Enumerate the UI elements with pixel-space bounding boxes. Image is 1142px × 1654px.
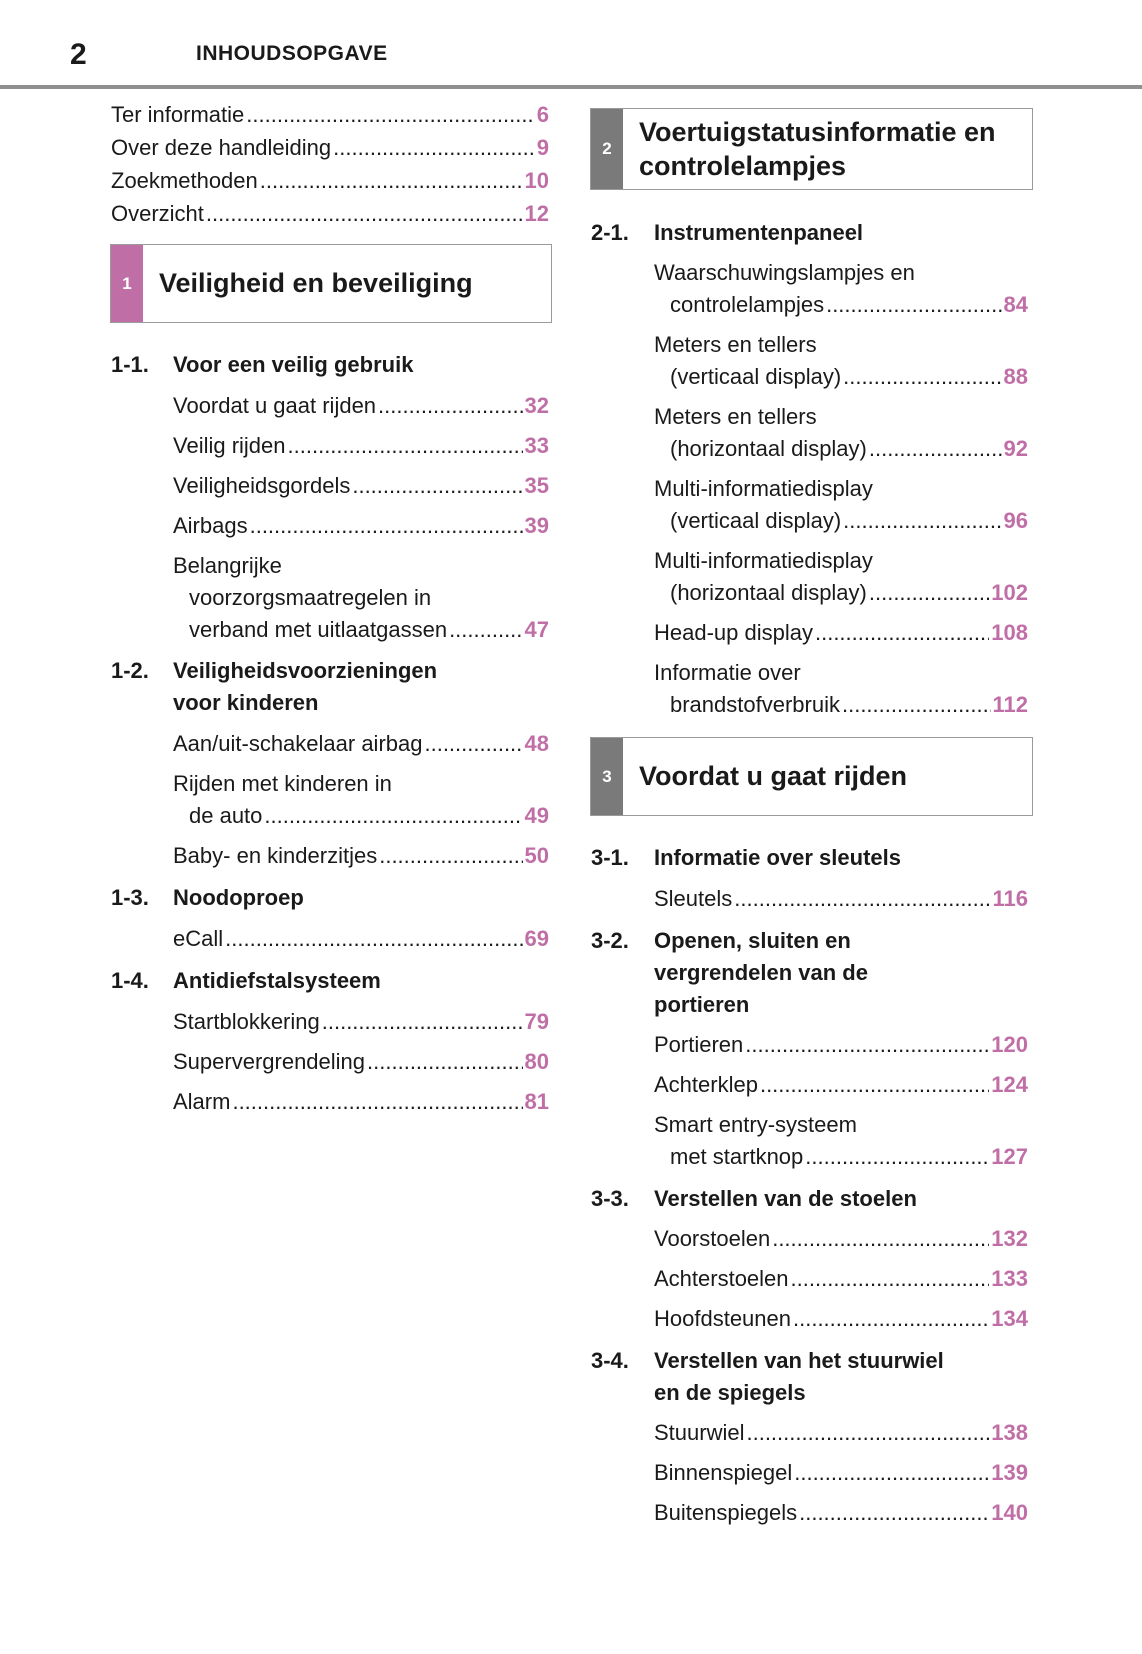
section-title: Instrumentenpaneel [654,220,864,245]
page-ref: 138 [991,1420,1028,1445]
page-ref: 79 [524,1009,549,1034]
page-ref: 112 [992,692,1028,717]
section-number: 1-1. [111,352,149,377]
page-ref: 132 [991,1226,1028,1251]
toc-entry-line[interactable]: Meters en tellers [654,332,817,357]
page-ref: 33 [524,433,549,458]
chapter-title: Voertuigstatusinformatie en controlelampjes [639,117,996,181]
page-ref: 139 [991,1460,1028,1485]
section-number: 1-2. [111,658,149,683]
chapter-title: Voordat u gaat rijden [639,761,908,791]
page-ref: 81 [524,1089,549,1114]
toc-entry[interactable]: Veilig rijden ..... 33 [173,431,549,461]
page-ref: 108 [991,620,1028,645]
toc-entry[interactable]: Startblokkering ..... 79 [173,1007,549,1037]
page-ref: 9 [536,135,549,160]
toc-entry[interactable]: Voordat u gaat rijden ..... 32 [173,391,549,421]
section-title: voor kinderen [173,690,319,715]
section-number: 3-4. [591,1348,629,1373]
toc-entry[interactable]: Portieren ..... 120 [654,1030,1028,1060]
page-ref: 120 [991,1032,1028,1057]
toc-entry-zoekmethoden[interactable]: Zoekmethoden ..... 10 [111,166,549,196]
section-title: Voor een veilig gebruik [173,352,414,377]
toc-entry[interactable]: Veiligheidsgordels ..... 35 [173,471,549,501]
section-number: 1-4. [111,968,149,993]
section-number: 1-3. [111,885,149,910]
page-number: 2 [70,38,87,71]
toc-entry[interactable]: Aan/uit-schakelaar airbag ..... 48 [173,729,549,759]
page-ref: 10 [524,168,549,193]
page-ref: 88 [1003,364,1028,389]
toc-entry[interactable]: Buitenspiegels ..... 140 [654,1498,1028,1528]
page-ref: 134 [991,1306,1028,1331]
toc-entry[interactable]: controlelampjes ..... 84 [670,290,1028,320]
page-ref: 48 [524,731,549,756]
section-number: 3-1. [591,845,629,870]
section-title: Veiligheidsvoorzieningen [173,658,438,683]
toc-entry[interactable]: Baby- en kinderzitjes ..... 50 [173,841,549,871]
page-ref: 124 [991,1072,1028,1097]
page-ref: 133 [991,1266,1028,1291]
toc-entry[interactable]: de auto ..... 49 [189,801,549,831]
toc-entry[interactable]: (verticaal display) ..... 96 [670,506,1028,536]
section-title: Verstellen van de stoelen [654,1186,917,1211]
section-number: 2-1. [591,220,629,245]
toc-entry[interactable]: Supervergrendeling ..... 80 [173,1047,549,1077]
page-ref: 35 [524,473,549,498]
toc-entry[interactable]: (horizontaal display) ..... 102 [670,578,1028,608]
toc-entry-ter-informatie[interactable]: Ter informatie ..... 6 [111,100,549,130]
toc-entry-line[interactable]: Waarschuwingslampjes en [654,260,915,285]
toc-entry[interactable]: Achterstoelen ..... 133 [654,1264,1028,1294]
chapter-title: Veiligheid en beveiliging [159,268,473,298]
toc-entry[interactable]: verband met uitlaatgassen ..... 47 [189,615,549,645]
section-number: 3-3. [591,1186,629,1211]
section-title: Noodoproep [173,885,304,910]
chapter-3-box[interactable] [590,737,1033,816]
toc-entry[interactable]: Voorstoelen ..... 132 [654,1224,1028,1254]
toc-entry-line[interactable]: Smart entry-systeem [654,1112,857,1137]
section-title: Antidiefstalsysteem [173,968,381,993]
page-ref: 116 [992,886,1028,911]
section-title: portieren [654,992,750,1017]
toc-entry[interactable]: met startknop ..... 127 [670,1142,1028,1172]
page-ref: 127 [991,1144,1028,1169]
toc-entry[interactable]: Airbags ..... 39 [173,511,549,541]
toc-entry[interactable]: Hoofdsteunen ..... 134 [654,1304,1028,1334]
section-title: Verstellen van het stuurwiel [654,1348,944,1373]
page-ref: 69 [524,926,549,951]
page-ref: 47 [524,617,549,642]
chapter-2-box[interactable] [590,108,1033,190]
toc-entry[interactable]: brandstofverbruik ..... 112 [670,690,1028,720]
toc-entry-overzicht[interactable]: Overzicht ..... 12 [111,199,549,229]
chapter-number-tab: 2 [591,109,623,189]
page-ref: 50 [524,843,549,868]
toc-entry[interactable]: (verticaal display) ..... 88 [670,362,1028,392]
page-ref: 32 [524,393,549,418]
toc-entry-line[interactable]: Belangrijke [173,553,282,578]
toc-entry[interactable]: Stuurwiel ..... 138 [654,1418,1028,1448]
chapter-number-tab: 1 [111,245,143,322]
page-ref: 80 [524,1049,549,1074]
chapter-number-tab: 3 [591,738,623,815]
chapter-1-box[interactable] [110,244,552,323]
section-title: Informatie over sleutels [654,845,901,870]
section-title: en de spiegels [654,1380,806,1405]
toc-entry[interactable]: Head-up display ..... 108 [654,618,1028,648]
section-number: 3-2. [591,928,629,953]
page-ref: 84 [1003,292,1028,317]
toc-entry[interactable]: (horizontaal display) ..... 92 [670,434,1028,464]
page-ref: 102 [991,580,1028,605]
toc-entry-line[interactable]: Multi-informatiedisplay [654,476,873,501]
page-ref: 39 [524,513,549,538]
page-ref: 12 [524,201,549,226]
section-title: Openen, sluiten en [654,928,851,953]
toc-entry-over-deze-handleiding[interactable]: Over deze handleiding ..... 9 [111,133,549,163]
page-ref: 96 [1003,508,1028,533]
toc-entry-line[interactable]: voorzorgsmaatregelen in [189,585,432,610]
toc-entry-line[interactable]: Rijden met kinderen in [173,771,392,796]
page-ref: 6 [536,102,549,127]
header-rule [0,85,1142,89]
toc-entry[interactable]: Binnenspiegel ..... 139 [654,1458,1028,1488]
toc-entry[interactable]: eCall ..... 69 [173,924,549,954]
running-title: INHOUDSOPGAVE [196,42,388,65]
toc-entry-line[interactable]: Informatie over [654,660,801,685]
page-ref: 140 [991,1500,1028,1525]
toc-entry[interactable]: Sleutels ..... 116 [654,884,1028,914]
section-title: vergrendelen van de [654,960,868,985]
toc-entry[interactable]: Alarm ..... 81 [173,1087,549,1117]
page-ref: 49 [524,803,549,828]
page-ref: 92 [1003,436,1028,461]
toc-entry-line[interactable]: Multi-informatiedisplay [654,548,873,573]
toc-entry-line[interactable]: Meters en tellers [654,404,817,429]
toc-entry[interactable]: Achterklep ..... 124 [654,1070,1028,1100]
